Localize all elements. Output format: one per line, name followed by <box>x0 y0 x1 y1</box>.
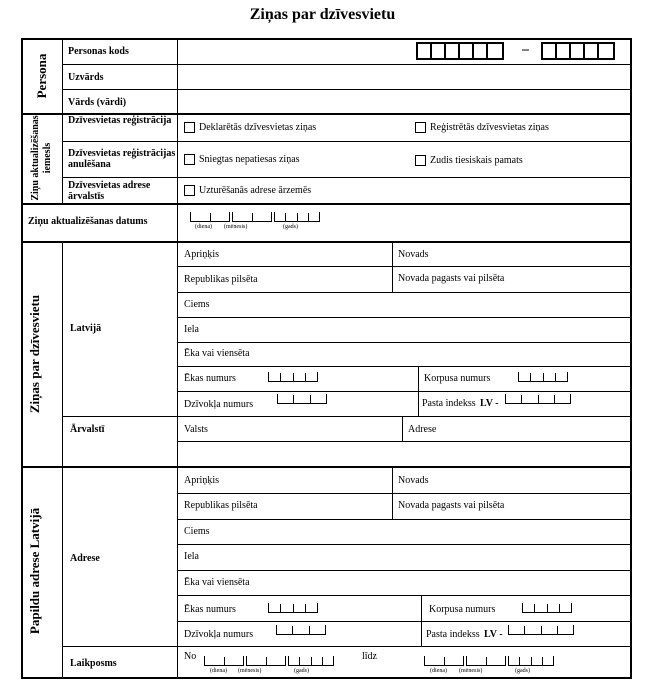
datums-diena[interactable] <box>190 212 230 222</box>
papildu-dzivokla-numurs-input[interactable] <box>276 625 326 635</box>
line <box>177 519 632 520</box>
datums-menesis-cap: (mēnesis) <box>224 224 248 230</box>
papildu-novads-field[interactable]: Novads <box>398 475 429 486</box>
valsts-field[interactable]: Valsts <box>184 424 208 435</box>
line <box>62 646 632 647</box>
papildu-ekas-numurs-label: Ēkas numurs <box>184 604 236 615</box>
line <box>177 595 632 596</box>
papildu-novada-pagasts-field[interactable]: Novada pagasts vai pilsēta <box>398 500 505 511</box>
papildu-republikas-pilseta-field[interactable]: Republikas pilsēta <box>184 500 258 511</box>
line <box>177 493 632 494</box>
line <box>177 317 632 318</box>
line <box>392 467 393 520</box>
no-diena[interactable] <box>204 656 244 666</box>
papildu-pasta-indekss-label: Pasta indekss <box>426 629 480 640</box>
line <box>402 416 403 442</box>
line <box>62 114 63 204</box>
personas-kods-part2[interactable] <box>541 42 615 60</box>
pasta-indekss-lv: LV - <box>480 398 499 409</box>
papildu-pasta-indekss-input[interactable] <box>508 625 574 635</box>
line <box>177 366 632 367</box>
form-title: Ziņas par dzīvesvietu <box>249 6 396 23</box>
line <box>177 292 632 293</box>
ekas-numurs-label: Ēkas numurs <box>184 373 236 384</box>
pasta-indekss-label: Pasta indekss <box>422 398 476 409</box>
registretas-checkbox[interactable] <box>415 122 426 133</box>
papildu-korpusa-numurs-label: Korpusa numurs <box>429 604 496 615</box>
line <box>177 114 178 204</box>
papildu-adrese-label: Adrese <box>70 553 100 564</box>
novads-field[interactable]: Novads <box>398 249 429 260</box>
papildu-ekas-numurs-input[interactable] <box>268 603 318 613</box>
uzvards-input[interactable] <box>178 65 630 89</box>
personas-kods-part1[interactable] <box>416 42 504 60</box>
sep-iemesls <box>21 203 632 205</box>
arzemes-label: Uzturēšanās adrese ārzemēs <box>199 185 312 196</box>
ekas-numurs-input[interactable] <box>268 372 318 382</box>
no-gads[interactable] <box>288 656 334 666</box>
registretas-label: Reģistrētās dzīvesvietas ziņas <box>430 122 549 133</box>
nepatiesas-label: Sniegtas nepatiesas ziņas <box>199 154 300 165</box>
iela-field[interactable]: Iela <box>184 324 199 335</box>
line <box>62 141 632 142</box>
line <box>62 242 63 467</box>
zudis-label: Zudis tiesiskais pamats <box>430 155 523 166</box>
frame-left <box>21 38 23 679</box>
line <box>177 204 178 242</box>
registracija-label: Dzīvesvietas reģistrācija <box>68 115 172 126</box>
personas-kods-dash: – <box>522 42 529 57</box>
papildu-iela-field[interactable]: Iela <box>184 551 199 562</box>
datums-gads-cap: (gads) <box>283 224 298 230</box>
line <box>177 342 632 343</box>
papildu-ciems-field[interactable]: Ciems <box>184 526 210 537</box>
papildu-aprinkis-field[interactable]: Apriņķis <box>184 475 219 486</box>
deklaretas-checkbox[interactable] <box>184 122 195 133</box>
sep-datums <box>21 241 632 243</box>
vards-label: Vārds (vārdi) <box>68 97 127 108</box>
line <box>177 621 632 622</box>
lidz-menesis-cap: (mēnesis) <box>459 668 483 674</box>
arvalsts-adrese-line2[interactable] <box>178 442 630 466</box>
frame-right <box>630 38 632 679</box>
line <box>62 416 632 417</box>
line <box>392 242 393 293</box>
section-dzivesvieta: Ziņas par dzīvesvietu <box>27 294 42 414</box>
lidz-gads-cap: (gads) <box>515 668 530 674</box>
no-gads-cap: (gads) <box>294 668 309 674</box>
lidz-menesis[interactable] <box>466 656 506 666</box>
frame-top <box>21 38 632 40</box>
no-label: No <box>184 651 197 662</box>
line <box>177 266 632 267</box>
no-diena-cap: (diena) <box>210 668 227 674</box>
arzemes-checkbox[interactable] <box>184 185 195 196</box>
line <box>62 38 63 114</box>
line <box>177 391 632 392</box>
papildu-dzivokla-numurs-label: Dzīvokļa numurs <box>184 629 254 640</box>
aprinkis-field[interactable]: Apriņķis <box>184 249 219 260</box>
lidz-diena-cap: (diena) <box>430 668 447 674</box>
personas-kods-label: Personas kods <box>68 46 129 57</box>
novada-pagasts-field[interactable]: Novada pagasts vai pilsēta <box>398 273 505 284</box>
uzvards-label: Uzvārds <box>68 72 104 83</box>
line <box>177 544 632 545</box>
korpusa-numurs-input[interactable] <box>518 372 568 382</box>
line <box>421 595 422 647</box>
nepatiesas-checkbox[interactable] <box>184 154 195 165</box>
sep-dzivesvieta <box>21 466 632 468</box>
deklaretas-label: Deklarētās dzīvesvietas ziņas <box>199 122 317 133</box>
section-persona: Persona <box>34 53 49 99</box>
pasta-indekss-input[interactable] <box>505 394 571 404</box>
dzivokla-numurs-label: Dzīvokļa numurs <box>184 399 254 410</box>
eka-field[interactable]: Ēka vai viensēta <box>184 348 250 359</box>
no-menesis-cap: (mēnesis) <box>238 668 262 674</box>
line <box>177 242 178 467</box>
vards-input[interactable] <box>178 90 630 113</box>
line <box>418 366 419 417</box>
papildu-pasta-indekss-lv: LV - <box>484 629 503 640</box>
arvalstis-label: Dzīvesvietas adrese ārvalstīs <box>68 180 151 202</box>
arvalsts-adrese-field[interactable]: Adrese <box>408 424 437 435</box>
datums-label: Ziņu aktualizēšanas datums <box>28 216 148 227</box>
papildu-korpusa-numurs-input[interactable] <box>522 603 572 613</box>
lidz-diena[interactable] <box>424 656 464 666</box>
latvija-label: Latvijā <box>70 323 102 334</box>
anulesana-label: Dzīvesvietas reģistrācijas anulēšana <box>68 148 176 170</box>
no-menesis[interactable] <box>246 656 286 666</box>
ciems-field[interactable]: Ciems <box>184 299 210 310</box>
line <box>62 177 632 178</box>
section-iemesls: Ziņu aktualizēšanas iemesls <box>30 115 53 201</box>
republikas-pilseta-field[interactable]: Republikas pilsēta <box>184 274 258 285</box>
datums-menesis[interactable] <box>232 212 272 222</box>
papildu-eka-field[interactable]: Ēka vai viensēta <box>184 577 250 588</box>
zudis-checkbox[interactable] <box>415 155 426 166</box>
datums-gads[interactable] <box>274 212 320 222</box>
section-papildu: Papildu adrese Latvijā <box>27 507 42 635</box>
lidz-label: līdz <box>362 651 377 662</box>
dzivokla-numurs-input[interactable] <box>277 394 327 404</box>
datums-diena-cap: (diena) <box>195 224 212 230</box>
laikposms-label: Laikposms <box>70 658 117 669</box>
korpusa-numurs-label: Korpusa numurs <box>424 373 491 384</box>
line <box>177 570 632 571</box>
arvalsti-label: Ārvalstī <box>70 424 105 435</box>
lidz-gads[interactable] <box>508 656 554 666</box>
frame-bottom <box>21 677 632 679</box>
